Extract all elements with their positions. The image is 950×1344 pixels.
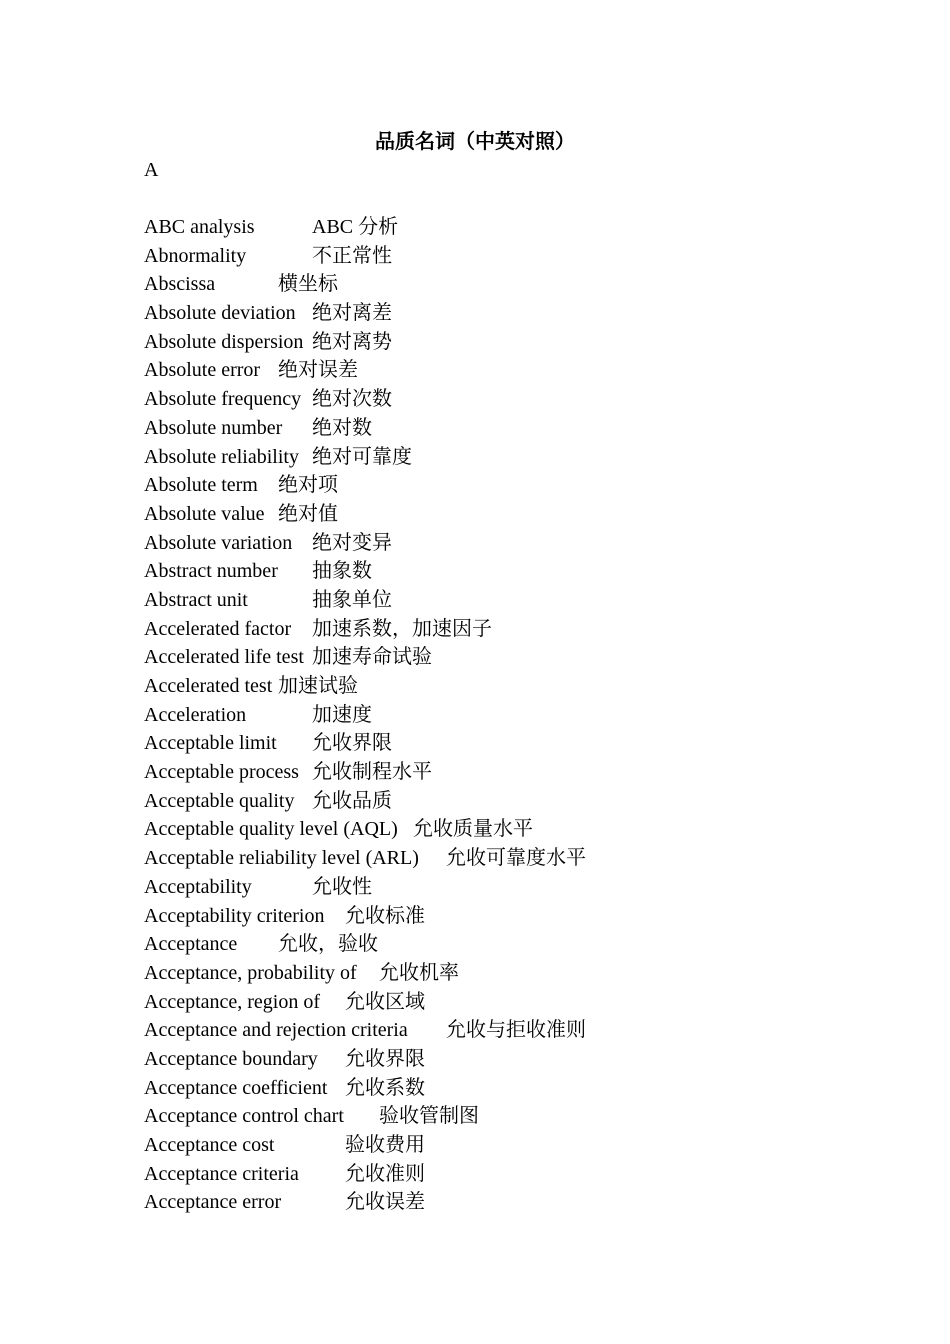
term-english: Accelerated test [144, 675, 273, 697]
glossary-entry [144, 815, 844, 844]
term-chinese: 允收性 [312, 875, 372, 898]
term-english: Acceleration [144, 703, 247, 726]
term-english: Acceptable limit [144, 732, 277, 755]
glossary-entry [144, 988, 844, 1017]
glossary-entry [144, 1188, 844, 1217]
term-english: Absolute frequency [144, 388, 302, 411]
glossary-entry [144, 213, 844, 242]
term-chinese: 允收可靠度水平 [446, 847, 586, 870]
term-chinese: 允收机率 [379, 961, 459, 984]
glossary-entry [144, 672, 844, 701]
term-chinese: 验收费用 [345, 1134, 425, 1156]
glossary-entry [144, 615, 844, 644]
term-chinese: 允收区域 [345, 990, 425, 1013]
term-chinese: 绝对误差 [278, 359, 358, 382]
term-english: Acceptance and rejection criteria [144, 1019, 408, 1042]
section-letter: A [144, 159, 159, 181]
term-english: Acceptance criteria [144, 1162, 299, 1185]
term-english: Abstract unit [144, 588, 248, 611]
glossary-entry [144, 1016, 844, 1045]
glossary-entry [144, 1074, 844, 1103]
glossary-entry [144, 270, 844, 299]
term-english: Absolute error [144, 359, 261, 382]
term-chinese: 不正常性 [312, 244, 392, 267]
term-english: Absolute variation [144, 531, 293, 554]
term-chinese: 绝对值 [278, 502, 338, 525]
term-chinese: 加速系数，加速因子 [312, 617, 492, 640]
term-chinese: 绝对离势 [312, 330, 392, 353]
term-chinese: 抽象数 [312, 560, 372, 583]
term-english: Acceptable process [144, 761, 299, 784]
term-chinese: 绝对离差 [312, 302, 392, 325]
term-english: Acceptance control chart [144, 1105, 344, 1128]
glossary-entry [144, 787, 844, 816]
term-chinese: ABC 分析 [312, 216, 399, 238]
glossary-entry [144, 701, 844, 730]
term-chinese: 绝对次数 [312, 388, 392, 411]
term-chinese: 验收管制图 [379, 1105, 479, 1128]
term-english: Acceptance, probability of [144, 961, 357, 984]
term-english: Acceptability criterion [144, 904, 325, 927]
term-english: Absolute reliability [144, 445, 299, 468]
glossary-entry [144, 242, 844, 271]
document-title: 品质名词（中英对照） [375, 131, 575, 153]
term-english: Absolute dispersion [144, 330, 304, 353]
term-chinese: 加速寿命试验 [312, 646, 432, 669]
glossary-entry [144, 959, 844, 988]
glossary-entry [144, 299, 844, 328]
term-chinese: 绝对项 [278, 474, 338, 497]
term-chinese: 允收准则 [345, 1162, 425, 1185]
term-english: Abnormality [144, 244, 247, 267]
glossary-entry [144, 385, 844, 414]
term-chinese: 横坐标 [278, 273, 338, 296]
term-english: Acceptance coefficient [144, 1076, 328, 1099]
term-english: Abscissa [144, 273, 216, 296]
term-english: Acceptable quality [144, 789, 295, 812]
term-english: Acceptance [144, 933, 238, 956]
term-chinese: 绝对可靠度 [312, 445, 412, 468]
term-english: Acceptable quality level (AQL) [144, 818, 398, 841]
glossary-entry [144, 328, 844, 357]
glossary-entry [144, 758, 844, 787]
glossary-entry [144, 902, 844, 931]
glossary-entry [144, 557, 844, 586]
term-chinese: 允收界限 [312, 732, 392, 755]
term-chinese: 加速度 [312, 703, 372, 726]
glossary-entry [144, 471, 844, 500]
term-chinese: 允收误差 [345, 1191, 425, 1214]
glossary-entry [144, 443, 844, 472]
term-chinese: 允收品质 [312, 789, 392, 812]
glossary-entry [144, 586, 844, 615]
term-english: Accelerated factor [144, 617, 292, 640]
term-english: Acceptability [144, 875, 252, 898]
glossary-entry [144, 500, 844, 529]
term-english: ABC analysis [144, 216, 255, 238]
term-chinese: 允收，验收 [278, 933, 378, 956]
glossary-entry [144, 356, 844, 385]
term-english: Absolute term [144, 474, 258, 497]
glossary-entry [144, 873, 844, 902]
glossary-entry [144, 1045, 844, 1074]
term-chinese: 允收与拒收准则 [446, 1019, 586, 1042]
glossary-entry [144, 729, 844, 758]
term-english: Abstract number [144, 560, 278, 583]
term-chinese: 允收系数 [345, 1076, 425, 1099]
term-english: Acceptance cost [144, 1134, 275, 1156]
term-english: Absolute deviation [144, 302, 296, 325]
term-chinese: 允收质量水平 [413, 818, 533, 841]
term-chinese: 绝对变异 [312, 531, 392, 554]
term-chinese: 抽象单位 [312, 588, 392, 611]
glossary-entry [144, 1102, 844, 1131]
term-english: Acceptable reliability level (ARL) [144, 847, 419, 870]
glossary-entry [144, 1160, 844, 1189]
glossary-entry [144, 930, 844, 959]
glossary-entry [144, 1131, 844, 1160]
glossary-list [144, 213, 844, 1217]
glossary-entry [144, 643, 844, 672]
term-english: Accelerated life test [144, 646, 304, 669]
term-chinese: 允收界限 [345, 1047, 425, 1070]
glossary-entry [144, 844, 844, 873]
term-english: Absolute value [144, 502, 265, 525]
term-english: Absolute number [144, 416, 283, 439]
glossary-entry [144, 529, 844, 558]
glossary-entry [144, 414, 844, 443]
term-chinese: 加速试验 [278, 675, 358, 697]
term-english: Acceptance, region of [144, 990, 321, 1013]
term-chinese: 允收标准 [345, 904, 425, 927]
term-english: Acceptance boundary [144, 1047, 318, 1070]
term-chinese: 允收制程水平 [312, 761, 432, 784]
term-chinese: 绝对数 [312, 416, 372, 439]
term-english: Acceptance error [144, 1191, 282, 1214]
